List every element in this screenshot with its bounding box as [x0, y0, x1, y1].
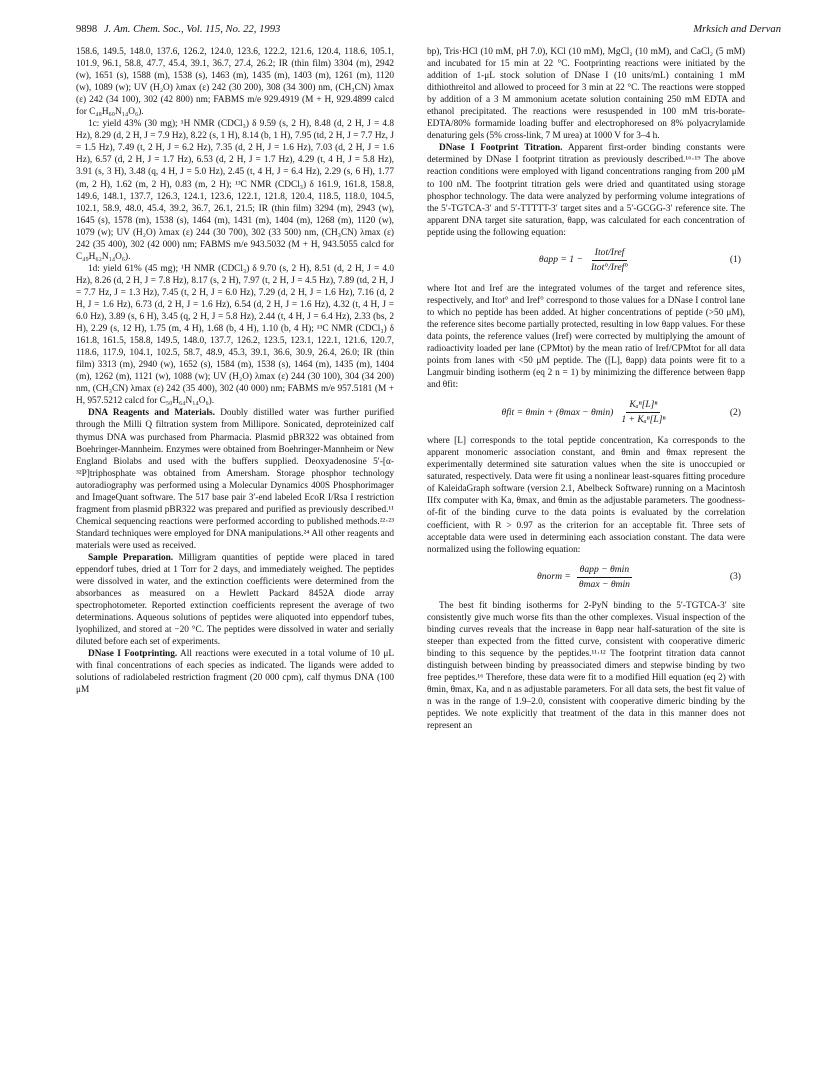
equation-3-fraction	[576, 564, 633, 591]
right-column	[427, 46, 745, 1046]
page-number: 9898	[76, 24, 98, 35]
dna-reagents-paragraph	[76, 407, 394, 552]
footprinting-paragraph-continued: bp), Tris·HCl (10 mM, pH 7.0), KCl (10 mM), MgCl₂ (10 mM), and CaCl₂ (5 mM) and incubated for 15 min at 22 °C. Footprinting reactions were initiated by the addition of 1-μL stock solution of DNase I (10 units/mL) containing 1 mM dithiothreitol and allowed to proceed for 3 min at 22 °C. The reactions were stopped by addition of a 3 M ammonium acetate solution containing 250 mM EDTA and ethanol precipitated. The reactions were resuspended in 100 mM tris-borate-EDTA/80% formamide loading buffer and electrophoresed on 8% polyacrylamide denaturing gels (5% cross-link, 7 M urea) at 1000 V for 3–4 h.	[427, 47, 745, 142]
fitting-procedure-paragraph: where [L] corresponds to the total peptide concentration, Ka corresponds to the apparent monomeric association constant, and θmin and θmax represent the experimentally determined site saturation values when the site is unoccupied or saturated, respectively. Data were fit using a nonlinear least-squares fitting procedure of KaleidaGraph software (version 2.1, Abelbeck Software) running on a Macintosh IIfx computer with Ka, θmax, and θmin as the adjustable parameters. The goodness-of-fit of the binding curve to the data points is evaluated by the correlation coefficient, with R > 0.97 as the criterion for an acceptable fit. Three sets of acceptable data were used in determining each association constant. The data were normalized using the following equation:	[427, 436, 745, 555]
equation-3-denominator: θmax − θmin	[578, 578, 630, 590]
equation-3-numerator: θapp − θmin	[577, 564, 632, 578]
section-heading-footprinting: DNase I Footprinting.	[88, 649, 178, 660]
equation-1	[427, 247, 745, 274]
equation-1-number: (1)	[729, 254, 741, 266]
footprinting-paragraph	[76, 648, 394, 696]
sample-preparation-text: Milligram quantities of peptide were placed in tared eppendorf tubes, dried at 1 Torr for 2 days, and immediately weighed. The peptides were dissolved in water, and the extinction coefficients were determined from the absorbances as measured on a Hewlett Packard 8452A diode array spectrophotometer. Reported extinction coefficients represent the average of two determinations. Aqueous solutions of peptides were aliquoted into eppendorf tubes, lyophilized, and stored at −20 °C. The peptides were dissolved in water and serially diluted before each set of experiments.	[76, 552, 394, 648]
equation-3	[427, 564, 745, 591]
left-column	[76, 46, 394, 1046]
footprinting-text: All reactions were executed in a total volume of 10 μL with final concentrations of each species as indicated. The ligands were added to solutions of radiolabeled restriction fragment (20 000 cpm), calf thymus DNA (100 μM	[76, 649, 394, 696]
hill-equation-paragraph: The best fit binding isotherms for 2-PyN binding to the 5′-TGTCA-3′ site consistently give much worse fits than the other complexes. Visual inspection of the binding curves reveals that the increase in θapp near half-saturation of the site is steeper than expected from the fitted curve, consistent with cooperative dimeric binding to this sequence by the peptides.¹¹·¹² The footprint titration data cannot distinguish between binding by preassociated dimers and stepwise binding by two free peptides.¹⁶ Therefore, these data were fit to a modified Hill equation (eq 2) with θmin, θmax, Ka, and n as adjustable parameters. For all data sets, the best fit value of n was in the range of 1.9–2.0, consistent with cooperative dimeric binding by the peptides. We note explicitly that treatment of the data in this manner does not represent an	[427, 600, 745, 732]
equation-2-fraction	[618, 399, 668, 426]
footprint-titration-paragraph	[427, 142, 745, 238]
running-header	[76, 22, 781, 38]
equation-3-lhs: θnorm =	[537, 571, 571, 583]
section-heading-footprint-titration: DNase I Footprint Titration.	[439, 143, 563, 154]
equation-2-number: (2)	[729, 406, 741, 418]
section-heading-dna-reagents: DNA Reagents and Materials.	[88, 408, 215, 419]
equation-1-fraction	[588, 247, 631, 274]
equation-2-numerator: Kₐⁿ[L]ⁿ	[626, 399, 660, 413]
footprint-titration-text: Apparent first-order binding constants were determined by DNase I footprint titration as previously described.¹⁶·¹⁹ The above reaction conditions were employed with ligand concentrations ranging from 200 μM to 100 nM. The footprint titration gels were dried and quantitated using storage phosphor technology. The data were analyzed by performing volume integrations of the 5′-TGTCA-3′ and 5′-TTTTT-3′ target sites and a 5′-GCGG-3′ reference site. The apparent DNA target site saturation, θapp, was calculated for each concentration of peptide using the following equation:	[427, 143, 745, 238]
equation-1-lhs: θapp = 1 −	[538, 254, 583, 266]
equation-1-denominator: Itot°/Iref°	[590, 261, 629, 273]
equation-3-number: (3)	[729, 571, 741, 583]
equation-2	[427, 399, 745, 426]
journal-citation: J. Am. Chem. Soc., Vol. 115, No. 22, 1993	[103, 24, 281, 35]
dna-reagents-text: Doubly distilled water was further purified through the Milli Q filtration system from Millipore. Sonicated, deproteinized calf thymus DNA was purchased from Pharmacia. Plasmid pBR322 was obtained from Boehringer-Mannheim. Enzymes were obtained from Boehringer-Mannheim or New England Biolabs and used with the buffers supplied. Deoxyadenosine 5′-[α-³²P]triphosphate was obtained from Amersham. Storage phosphor technology autoradiography was performed using a Molecular Dynamics 400S Phosphorimager and ImageQuant software. The 517 base pair 3′-end labeled EcoR I/Rsa I restriction fragment from plasmid pBR322 was prepared and purified as previously described.¹¹ Chemical sequencing reactions were performed according to published methods.²²·²³ Standard techniques were employed for DNA manipulations.²⁴ All other reagents and materials were used as received.	[76, 408, 394, 551]
sample-preparation-paragraph	[76, 552, 394, 648]
running-authors: Mrksich and Dervan	[693, 24, 781, 35]
reference-correction-paragraph: where Itot and Iref are the integrated volumes of the target and reference sites, respectively, and Itot° and Iref° correspond to those values for a DNase I control lane to which no peptide has been added. At higher concentrations of peptide (>50 μM), the reference sites become partially protected, resulting in low θapp values. For these data points, the reference values (Iref) were corrected by multiplying the amount of radioactivity loaded per lane (CPMtot) by the mean ratio of Iref/CPMtot for all data points from lanes with <50 μM peptide. The ([L], θapp) data points were fit to a Langmuir binding isotherm (eq 2 n = 1) by minimizing the difference between θapp and θfit:	[427, 283, 745, 391]
equation-1-numerator: Itot/Iref	[592, 247, 627, 261]
section-heading-sample-preparation: Sample Preparation.	[88, 552, 174, 563]
compound-1b-data-continued: 158.6, 149.5, 148.0, 137.6, 126.2, 124.0, 123.6, 122.2, 121.6, 120.4, 118.6, 105.1, 101.9, 96.1, 58.8, 47.7, 45.4, 39.1, 36.7, 27.4, 26.2; IR (thin film) 3304 (m), 2942 (w), 1651 (s), 1588 (m), 1538 (s), 1463 (m), 1435 (m), 1403 (m), 1261 (m), 1120 (w), 1089 (w); UV (H₂O) λmax (ε) 242 (30 200), 308 (34 300) nm, (CH₃CN) λmax (ε) 242 (34 100), 302 (42 800) nm; FABMS m/e 929.4919 (M + H, 929.4899 calcd for C₄₈H₆₀N₁₄O₆).	[76, 47, 394, 118]
compound-1d-data: 1d: yield 61% (45 mg); ¹H NMR (CDCl₃) δ 9.70 (s, 2 H), 8.51 (d, 2 H, J = 4.0 Hz), 8.26 (d, 2 H, J = 7.8 Hz), 8.17 (s, 2 H), 7.97 (t, 2 H, J = 4.5 Hz), 7.89 (td, 2 H, J = 7.7 Hz, J = 1.3 Hz), 7.45 (t, 2 H, J = 6.0 Hz), 7.29 (d, 2 H, J = 1.6 Hz), 7.16 (d, 2 H, J = 1.6 Hz), 6.73 (d, 2 H, J = 1.6 Hz), 6.54 (d, 2 H, J = 1.6 Hz), 4.32 (t, 4 H, J = 6.0 Hz), 3.89 (s, 6 H), 3.45 (q, 2 H, J = 5.8 Hz), 2.44 (t, 4 H, J = 6.4 Hz), 2.33 (bs, 2 H), 2.29 (s, 12 H), 1.75 (m, 4 H), 1.68 (b, 4 H), 1.10 (b, 4 H); ¹³C NMR (CDCl₃) δ 161.8, 161.5, 158.8, 149.5, 148.0, 137.7, 126.2, 123.5, 123.1, 122.1, 121.6, 120.7, 118.6, 117.9, 104.1, 102.5, 58.7, 48.9, 45.3, 39.1, 36.6, 30.9, 26.4, 26.0; IR (thin film) 3313 (m), 2940 (w), 1652 (s), 1584 (m), 1538 (s), 1464 (m), 1435 (m), 1404 (m), 1262 (m), 1121 (w), 1088 (w); UV (H₂O) λmax (ε) 244 (30 100), 304 (34 200) nm, (CH₃CN) λmax (ε) 242 (35 400), 302 (40 000) nm; FABMS m/e 957.5181 (M + H, 957.5212 calcd for C₅₀H₆₄N₁₄O₆).	[76, 263, 394, 407]
compound-1c-data: 1c: yield 43% (30 mg); ¹H NMR (CDCl₃) δ 9.59 (s, 2 H), 8.48 (d, 2 H, J = 4.8 Hz), 8.29 (d, 2 H, J = 7.9 Hz), 8.22 (s, 1 H), 8.14 (b, 1 H), 7.95 (td, 2 H, J = 7.7 Hz, J = 1.5 Hz), 7.49 (t, 2 H, J = 6.2 Hz), 7.35 (d, 2 H, J = 1.6 Hz), 7.03 (d, 2 H, J = 1.6 Hz), 6.57 (d, 2 H, J = 1.7 Hz), 6.53 (d, 2 H, J = 1.7 Hz), 4.29 (t, 4 H, J = 5.8 Hz), 3.91 (s, 3 H), 3.48 (q, 4 H, J = 5.0 Hz), 2.45 (t, 4 H, J = 6.4 Hz), 2.29 (s, 6 H), 1.77 (m, 2 H), 1.62 (m, 2 H), 0.83 (m, 2 H); ¹³C NMR (CDCl₃) δ 161.9, 161.8, 158.8, 149.6, 148.1, 137.7, 126.3, 124.1, 123.6, 122.1, 121.8, 120.4, 118.5, 118.0, 104.5, 102.1, 58.9, 48.0, 45.4, 39.2, 36.7, 26.1, 21.5; IR (thin film) 3294 (m), 2943 (w), 1645 (s), 1578 (m), 1538 (s), 1464 (m), 1431 (m), 1404 (m), 1268 (m), 1120 (w), 1079 (w); UV (H₂O) λmax (ε) 244 (30 700), 302 (33 500) nm, (CH₃CN) λmax (ε) 242 (35 400), 302 (42 000) nm; FABMS m/e 943.5032 (M + H, 943.5055 calcd for C₄₉H₆₂N₁₄O₆).	[76, 119, 394, 262]
equation-2-lhs: θfit = θmin + (θmax − θmin)	[501, 406, 614, 418]
equation-2-denominator: 1 + Kₐⁿ[L]ⁿ	[621, 414, 666, 426]
